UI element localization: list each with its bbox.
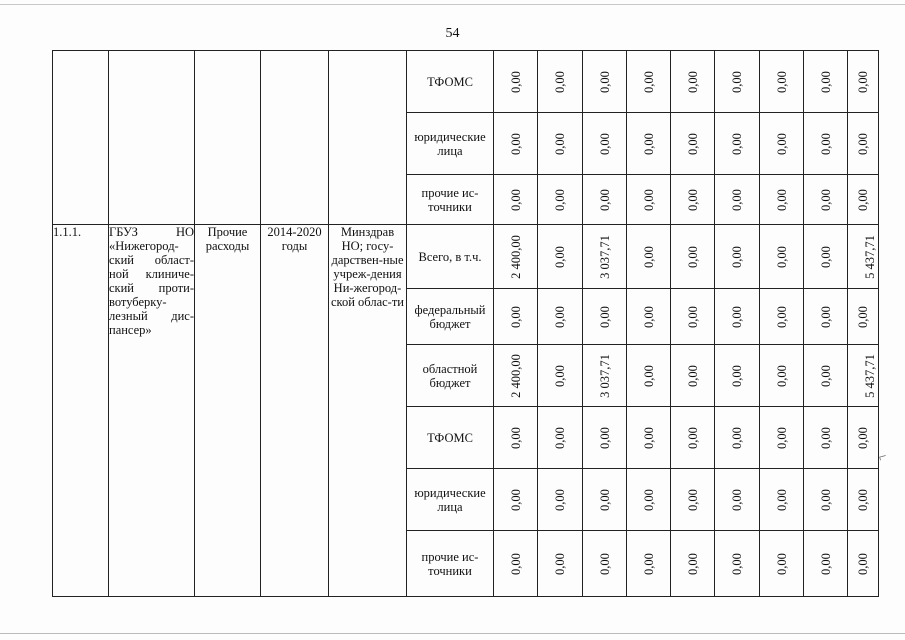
amount-value: 0,00 — [774, 132, 789, 155]
value-cell — [804, 113, 848, 175]
amount-value: 0,00 — [641, 426, 656, 449]
value-cell — [760, 531, 804, 597]
value-cell — [583, 51, 627, 113]
value-cell — [494, 175, 538, 225]
value-cell — [715, 469, 760, 531]
amount-value: 0,00 — [641, 132, 656, 155]
amount-value: 0,00 — [818, 364, 833, 387]
value-cell — [627, 469, 671, 531]
scan-edge-bottom — [0, 633, 905, 634]
value-cell — [494, 345, 538, 407]
amount-value: 0,00 — [774, 70, 789, 93]
value-cell — [760, 175, 804, 225]
value-cell — [538, 469, 583, 531]
amount-value: 0,00 — [508, 305, 523, 328]
value-cell — [583, 225, 627, 289]
table-row — [53, 51, 879, 113]
value-cell — [804, 531, 848, 597]
amount-value: 0,00 — [818, 552, 833, 575]
value-cell — [804, 345, 848, 407]
value-cell — [804, 51, 848, 113]
funding-source-cell: прочие ис-точники — [407, 175, 494, 225]
value-cell — [804, 407, 848, 469]
amount-value: 0,00 — [641, 245, 656, 268]
value-cell — [715, 407, 760, 469]
funding-source-cell: юридические лица — [407, 113, 494, 175]
value-cell — [715, 531, 760, 597]
amount-value: 0,00 — [856, 70, 870, 93]
value-cell — [804, 289, 848, 345]
value-cell — [627, 225, 671, 289]
amount-value: 3 037,71 — [597, 234, 612, 279]
value-cell — [848, 289, 879, 345]
value-cell — [760, 51, 804, 113]
amount-value: 0,00 — [818, 132, 833, 155]
amount-value: 0,00 — [730, 488, 744, 511]
amount-value: 0,00 — [685, 488, 700, 511]
expense-kind-cell: Прочие расходы — [195, 225, 261, 597]
value-cell — [848, 407, 879, 469]
table-row — [53, 225, 879, 289]
margin-pen-mark: ⌐ — [877, 449, 889, 466]
value-cell — [760, 345, 804, 407]
value-cell — [848, 113, 879, 175]
item-number-cell: 1.1.1. — [53, 225, 109, 597]
amount-value: 0,00 — [597, 188, 612, 211]
amount-value: 0,00 — [553, 552, 567, 575]
value-cell — [760, 113, 804, 175]
value-cell — [671, 469, 715, 531]
amount-value: 0,00 — [508, 426, 523, 449]
value-cell — [583, 345, 627, 407]
value-cell — [760, 469, 804, 531]
funding-source-cell: областной бюджет — [407, 345, 494, 407]
value-cell — [494, 225, 538, 289]
funding-source-cell: прочие ис-точники — [407, 531, 494, 597]
value-cell — [538, 113, 583, 175]
period-cell: 2014-2020 годы — [261, 225, 329, 597]
value-cell — [627, 289, 671, 345]
amount-value: 0,00 — [597, 488, 612, 511]
value-cell — [671, 289, 715, 345]
amount-value: 0,00 — [730, 70, 744, 93]
value-cell — [848, 469, 879, 531]
value-cell — [804, 469, 848, 531]
value-cell — [671, 51, 715, 113]
amount-value: 0,00 — [641, 552, 656, 575]
amount-value: 0,00 — [508, 488, 523, 511]
amount-value: 0,00 — [685, 132, 700, 155]
value-cell — [538, 407, 583, 469]
scan-edge-top — [0, 4, 905, 5]
value-cell — [494, 289, 538, 345]
value-cell — [627, 407, 671, 469]
value-cell — [583, 113, 627, 175]
amount-value: 3 037,71 — [597, 353, 612, 398]
value-cell — [538, 225, 583, 289]
value-cell — [715, 113, 760, 175]
value-cell — [583, 531, 627, 597]
value-cell — [583, 469, 627, 531]
amount-value: 0,00 — [856, 488, 870, 511]
amount-value: 0,00 — [685, 426, 700, 449]
value-cell — [627, 113, 671, 175]
amount-value: 0,00 — [774, 426, 789, 449]
amount-value: 0,00 — [818, 488, 833, 511]
amount-value: 0,00 — [856, 552, 870, 575]
funding-source-cell: ТФОМС — [407, 51, 494, 113]
amount-value: 0,00 — [730, 552, 744, 575]
amount-value: 0,00 — [553, 364, 567, 387]
value-cell — [671, 345, 715, 407]
item-name-cell: ГБУЗ НО «Нижегород-ский област-ной клиниче-ский проти-вотуберку-лезный дис-пансер» — [109, 225, 195, 597]
amount-value: 5 437,71 — [862, 353, 877, 398]
value-cell — [494, 531, 538, 597]
amount-value: 0,00 — [641, 488, 656, 511]
amount-value: 0,00 — [597, 426, 612, 449]
amount-value: 0,00 — [730, 364, 744, 387]
amount-value: 0,00 — [730, 132, 744, 155]
value-cell — [848, 51, 879, 113]
prev-executor-cell — [329, 51, 407, 225]
amount-value: 0,00 — [553, 426, 567, 449]
value-cell — [494, 51, 538, 113]
amount-value: 0,00 — [597, 70, 612, 93]
amount-value: 0,00 — [685, 188, 700, 211]
value-cell — [627, 51, 671, 113]
funding-source-cell: ТФОМС — [407, 407, 494, 469]
prev-kind-cell — [195, 51, 261, 225]
executor-cell: Минздрав НО; госу-дарствен-ные учреж-дения Ни-жегород-ской облас-ти — [329, 225, 407, 597]
amount-value: 0,00 — [685, 305, 700, 328]
amount-value: 0,00 — [856, 426, 870, 449]
amount-value: 0,00 — [685, 552, 700, 575]
funding-source-cell: юридические лица — [407, 469, 494, 531]
amount-value: 0,00 — [730, 245, 744, 268]
amount-value: 0,00 — [597, 132, 612, 155]
amount-value: 5 437,71 — [862, 234, 877, 279]
amount-value: 0,00 — [818, 426, 833, 449]
value-cell — [671, 113, 715, 175]
value-cell — [848, 175, 879, 225]
value-cell — [848, 531, 879, 597]
value-cell — [715, 51, 760, 113]
amount-value: 0,00 — [553, 132, 567, 155]
prev-name-cell — [109, 51, 195, 225]
amount-value: 0,00 — [774, 245, 789, 268]
amount-value: 0,00 — [641, 70, 656, 93]
value-cell — [760, 225, 804, 289]
prev-period-cell — [261, 51, 329, 225]
amount-value: 0,00 — [685, 364, 700, 387]
amount-value: 0,00 — [818, 245, 833, 268]
amount-value: 0,00 — [856, 132, 870, 155]
amount-value: 0,00 — [685, 245, 700, 268]
amount-value: 0,00 — [597, 305, 612, 328]
amount-value: 0,00 — [508, 70, 523, 93]
value-cell — [538, 289, 583, 345]
value-cell — [715, 345, 760, 407]
value-cell — [627, 531, 671, 597]
amount-value: 0,00 — [508, 132, 523, 155]
value-cell — [627, 175, 671, 225]
value-cell — [627, 345, 671, 407]
value-cell — [583, 407, 627, 469]
value-cell — [848, 225, 879, 289]
value-cell — [671, 225, 715, 289]
amount-value: 2 400,00 — [508, 234, 523, 279]
value-cell — [538, 51, 583, 113]
amount-value: 0,00 — [641, 305, 656, 328]
amount-value: 0,00 — [774, 305, 789, 328]
value-cell — [804, 175, 848, 225]
amount-value: 0,00 — [730, 426, 744, 449]
value-cell — [671, 175, 715, 225]
amount-value: 0,00 — [730, 188, 744, 211]
amount-value: 0,00 — [553, 188, 567, 211]
amount-value: 0,00 — [641, 188, 656, 211]
prev-number-cell — [53, 51, 109, 225]
value-cell — [538, 345, 583, 407]
amount-value: 0,00 — [553, 305, 567, 328]
value-cell — [715, 289, 760, 345]
amount-value: 0,00 — [856, 305, 870, 328]
amount-value: 0,00 — [641, 364, 656, 387]
budget-table — [52, 50, 879, 597]
value-cell — [804, 225, 848, 289]
amount-value: 0,00 — [774, 188, 789, 211]
amount-value: 0,00 — [774, 488, 789, 511]
value-cell — [538, 175, 583, 225]
page-number: 54 — [445, 26, 460, 41]
value-cell — [494, 113, 538, 175]
amount-value: 0,00 — [508, 188, 523, 211]
value-cell — [583, 175, 627, 225]
value-cell — [671, 407, 715, 469]
amount-value: 0,00 — [856, 188, 870, 211]
amount-value: 0,00 — [730, 305, 744, 328]
value-cell — [715, 225, 760, 289]
amount-value: 0,00 — [553, 70, 567, 93]
funding-source-cell: Всего, в т.ч. — [407, 225, 494, 289]
amount-value: 0,00 — [818, 70, 833, 93]
amount-value: 0,00 — [774, 552, 789, 575]
amount-value: 0,00 — [553, 245, 567, 268]
amount-value: 0,00 — [508, 552, 523, 575]
value-cell — [494, 469, 538, 531]
value-cell — [538, 531, 583, 597]
amount-value: 0,00 — [597, 552, 612, 575]
value-cell — [494, 407, 538, 469]
value-cell — [715, 175, 760, 225]
value-cell — [760, 407, 804, 469]
value-cell — [760, 289, 804, 345]
value-cell — [848, 345, 879, 407]
value-cell — [671, 531, 715, 597]
amount-value: 0,00 — [685, 70, 700, 93]
amount-value: 0,00 — [818, 188, 833, 211]
amount-value: 2 400,00 — [508, 353, 523, 398]
amount-value: 0,00 — [553, 488, 567, 511]
amount-value: 0,00 — [818, 305, 833, 328]
amount-value: 0,00 — [774, 364, 789, 387]
value-cell — [583, 289, 627, 345]
funding-source-cell: федеральный бюджет — [407, 289, 494, 345]
